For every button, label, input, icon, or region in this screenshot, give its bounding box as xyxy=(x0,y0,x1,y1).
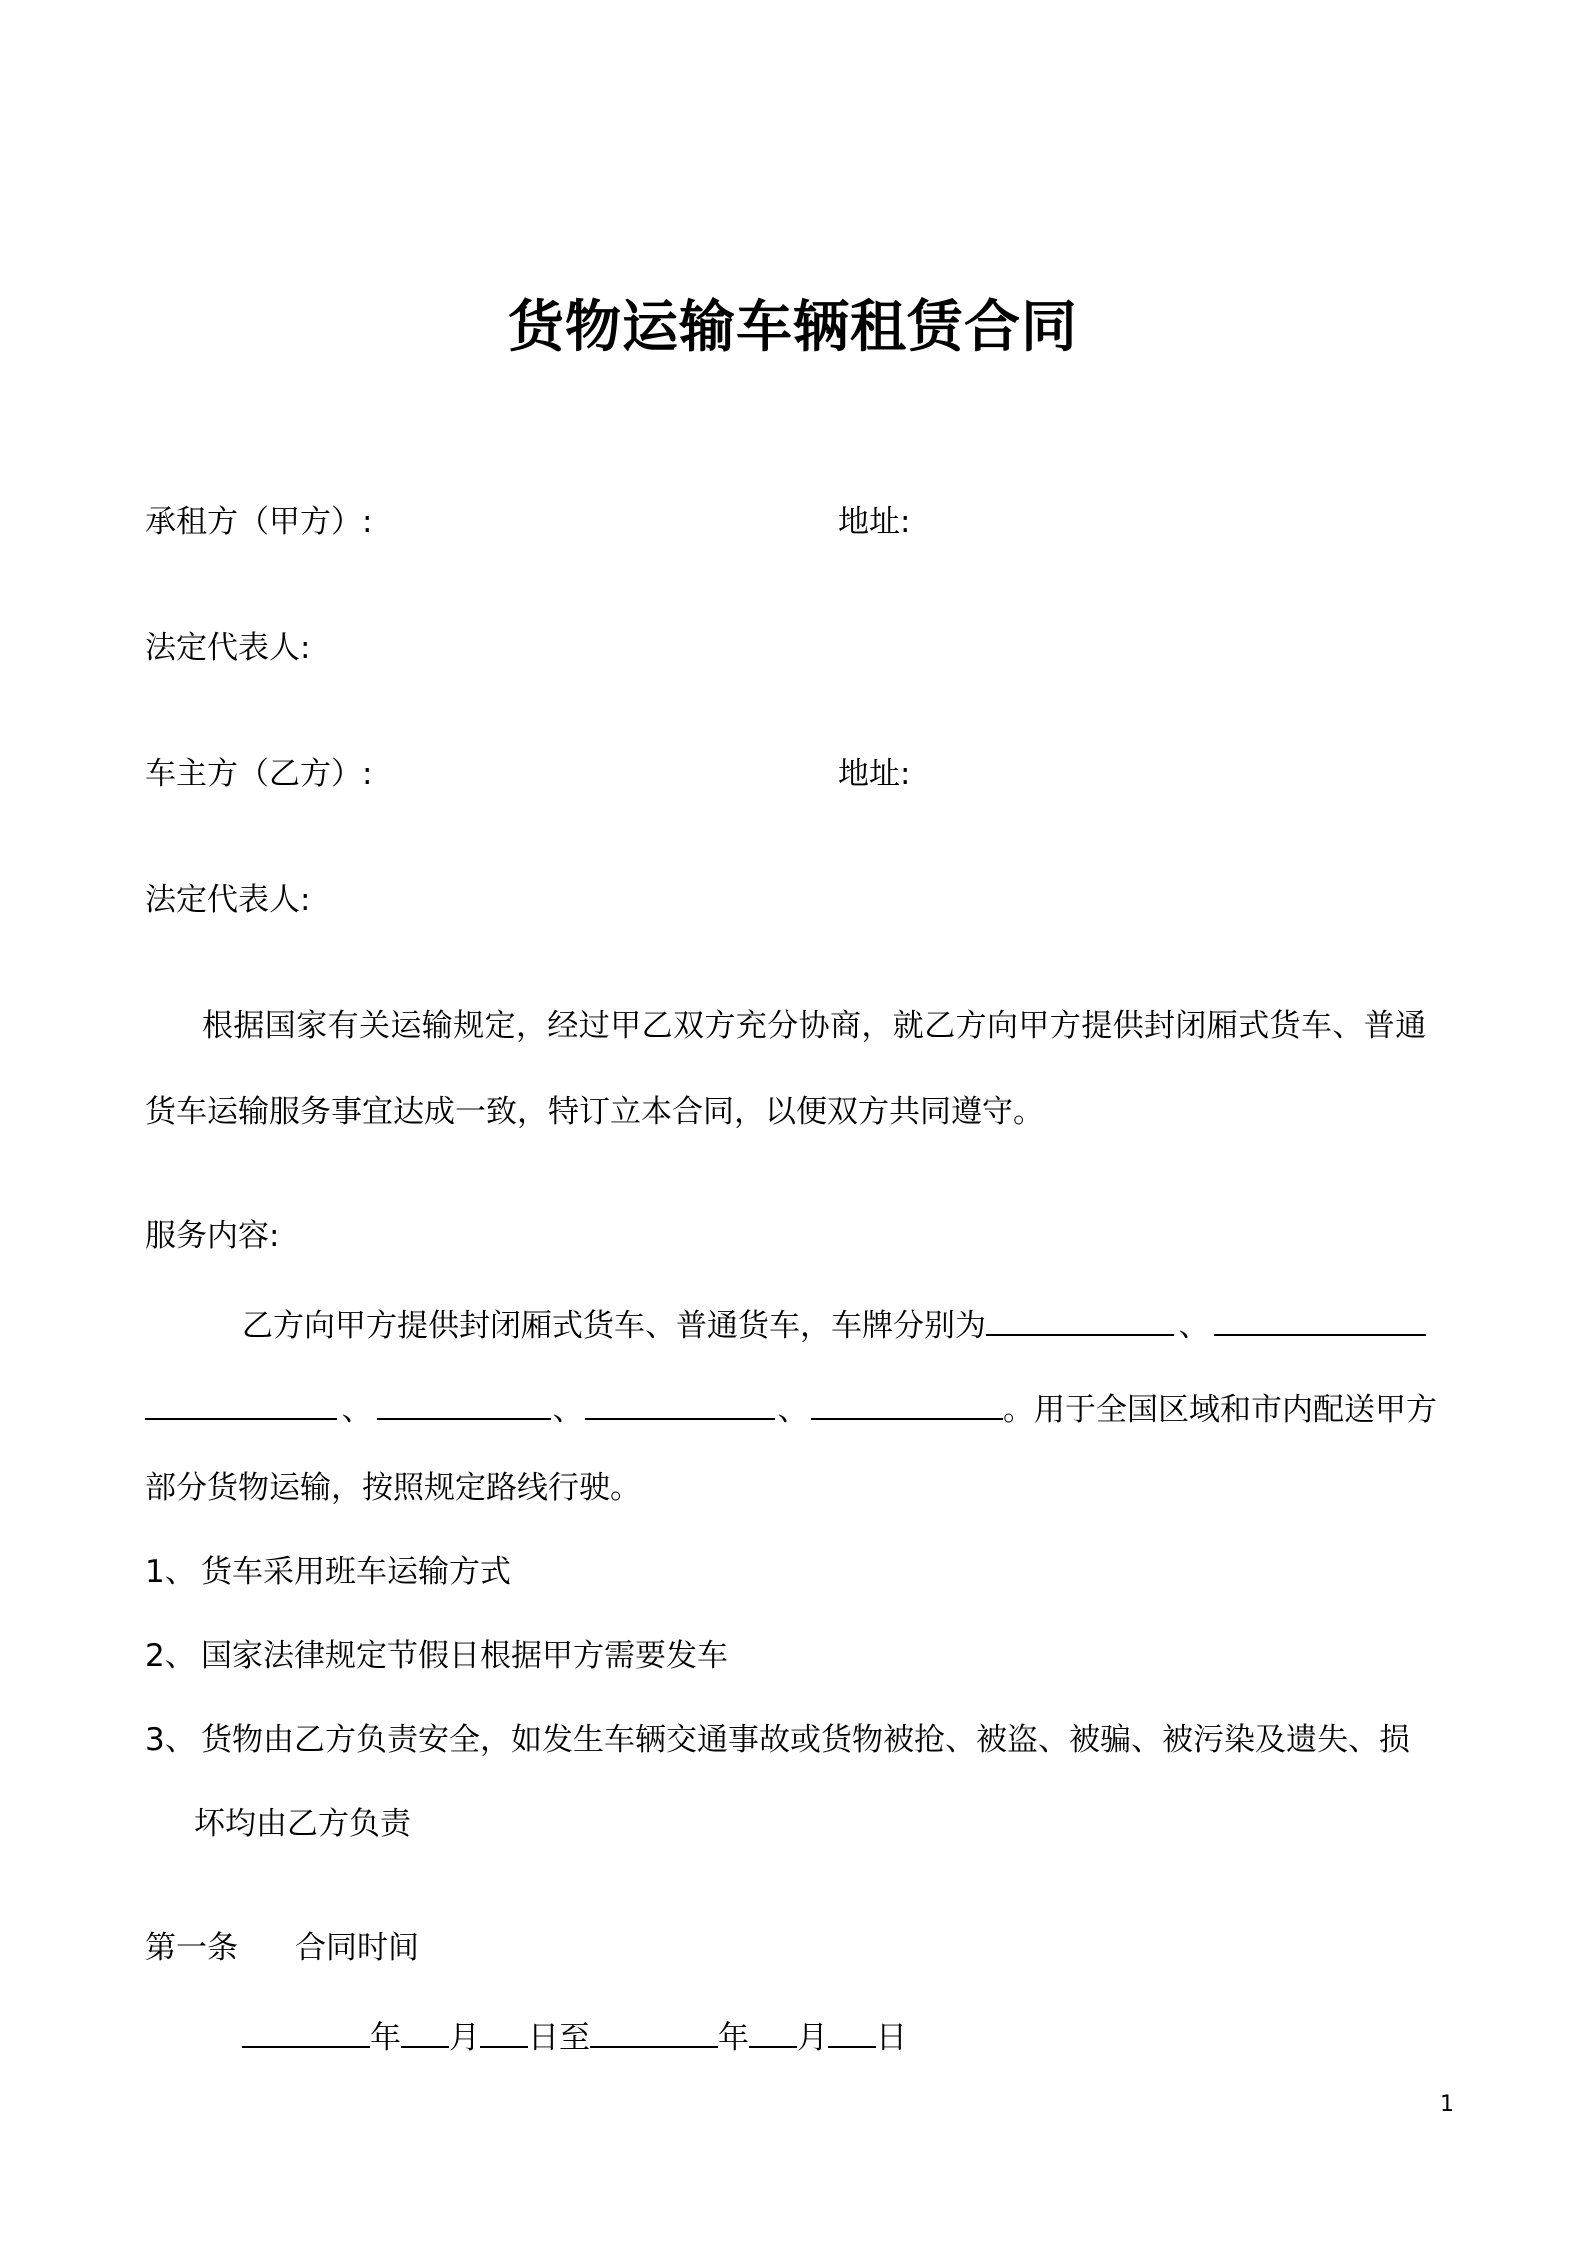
date-day-to-label: 日至 xyxy=(528,2020,590,2056)
list-item xyxy=(145,1634,728,1678)
party-a-label: 承租方（甲方）: xyxy=(145,504,373,540)
plate-blank-6 xyxy=(811,1382,1003,1420)
end-day-blank xyxy=(828,2010,876,2048)
party-b-legal-rep-label: 法定代表人: xyxy=(145,882,311,918)
list-item-text: 货车采用班车运输方式 xyxy=(201,1554,511,1590)
article-number: 第一条 xyxy=(145,1930,238,1966)
document-title: 货物运输车辆租赁合同 xyxy=(508,295,1078,360)
date-year-label: 年 xyxy=(718,2020,749,2056)
plate-blank-2 xyxy=(1214,1298,1426,1336)
plate-blank-1 xyxy=(986,1298,1174,1336)
list-item-text: 国家法律规定节假日根据甲方需要发车 xyxy=(201,1638,728,1674)
start-year-blank xyxy=(242,2010,370,2048)
end-year-blank xyxy=(590,2010,718,2048)
plate-blank-5 xyxy=(585,1382,775,1420)
list-item-number: 2、 xyxy=(145,1638,196,1674)
party-a-legal-rep-label: 法定代表人: xyxy=(145,630,311,666)
end-month-blank xyxy=(749,2010,797,2048)
list-item-number: 1、 xyxy=(145,1554,196,1590)
list-item-text: 货物由乙方负责安全，如发生车辆交通事故或货物被抢、被盗、被骗、被污染及遗失、损 xyxy=(201,1722,1410,1758)
service-line-2 xyxy=(145,1382,1437,1432)
party-b-address-label: 地址: xyxy=(838,756,911,792)
intro-paragraph-line-2: 货车运输服务事宜达成一致，特订立本合同，以便双方共同遵守。 xyxy=(145,1094,1044,1130)
service-line-2-tail: 。用于全国区域和市内配送甲方 xyxy=(1003,1392,1437,1428)
separator: 、 xyxy=(777,1392,809,1428)
intro-paragraph-line-1: 根据国家有关运输规定，经过甲乙双方充分协商，就乙方向甲方提供封闭厢式货车、普通 xyxy=(202,1008,1427,1044)
list-item xyxy=(145,1550,511,1594)
list-item-number: 3、 xyxy=(145,1722,196,1758)
separator: 、 xyxy=(1178,1308,1210,1344)
service-line-1 xyxy=(242,1298,1426,1348)
date-day-label: 日 xyxy=(876,2020,907,2056)
service-heading: 服务内容: xyxy=(145,1218,280,1254)
separator: 、 xyxy=(341,1392,373,1428)
list-item xyxy=(145,1718,1410,1762)
article-1-heading xyxy=(145,1926,419,1970)
date-month-label: 月 xyxy=(449,2020,480,2056)
article-title: 合同时间 xyxy=(295,1930,419,1966)
plate-blank-4 xyxy=(377,1382,551,1420)
date-month-label: 月 xyxy=(797,2020,828,2056)
page-number: 1 xyxy=(1440,2092,1454,2117)
separator: 、 xyxy=(552,1392,584,1428)
plate-blank-3 xyxy=(145,1382,337,1420)
party-a-address-label: 地址: xyxy=(838,504,911,540)
service-line-3: 部分货物运输，按照规定路线行驶。 xyxy=(145,1470,641,1506)
date-year-label: 年 xyxy=(370,2020,401,2056)
service-line-1-text: 乙方向甲方提供封闭厢式货车、普通货车，车牌分别为 xyxy=(242,1308,986,1344)
party-b-label: 车主方（乙方）: xyxy=(145,756,373,792)
list-item-continuation: 坏均由乙方负责 xyxy=(194,1806,411,1842)
start-day-blank xyxy=(480,2010,528,2048)
start-month-blank xyxy=(401,2010,449,2048)
contract-date-range xyxy=(242,2010,907,2060)
